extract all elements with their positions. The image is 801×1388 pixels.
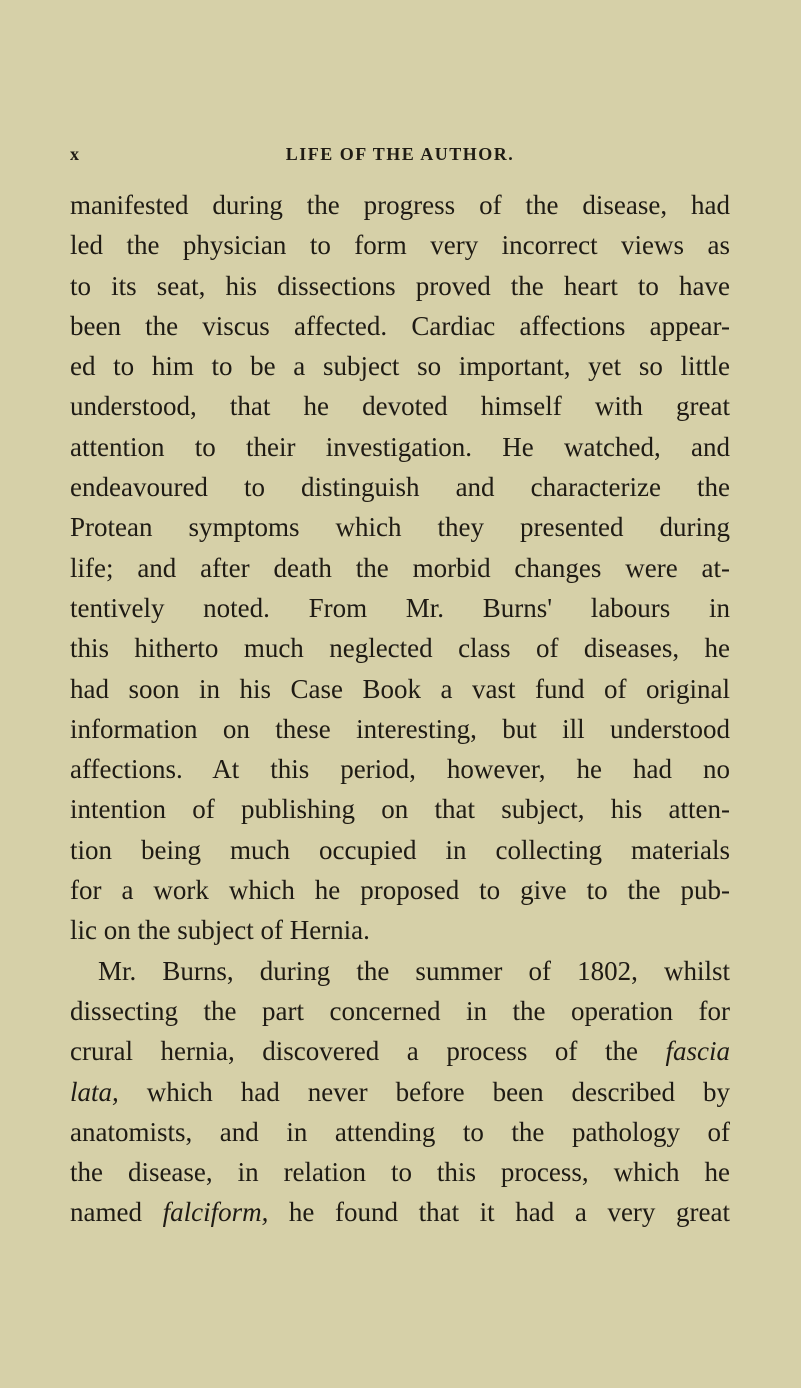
text-segment: crural hernia, discovered a process of the xyxy=(70,1036,638,1067)
text-line: understood, that he devoted himself with great xyxy=(70,391,730,422)
text-line: led the physician to form very incorrect views as xyxy=(70,230,730,261)
text-line: for a work which he proposed to give to the pub- xyxy=(70,875,730,906)
text-line: dissecting the part concerned in the operation for xyxy=(70,995,730,1026)
text-line xyxy=(70,1031,730,1071)
text-line: Protean symptoms which they presented during xyxy=(70,512,730,543)
italic-term: fascia xyxy=(665,1036,730,1067)
text-segment: he found that it had a very great xyxy=(268,1197,730,1228)
page-header xyxy=(70,144,730,168)
text-line: lic on the subject of Hernia. xyxy=(70,915,370,946)
text-segment: which had never before been described by xyxy=(118,1076,730,1107)
text-line: Mr. Burns, during the summer of 1802, whilst xyxy=(98,955,730,986)
text-segment: named xyxy=(70,1197,163,1228)
text-line: had soon in his Case Book a vast fund of original xyxy=(70,673,730,704)
text-line: the disease, in relation to this process, which he xyxy=(70,1157,730,1188)
text-line: intention of publishing on that subject, his atten- xyxy=(70,794,730,825)
text-line: life; and after death the morbid changes were at- xyxy=(70,552,730,583)
text-line: tion being much occupied in collecting materials xyxy=(70,834,730,865)
text-line: this hitherto much neglected class of diseases, he xyxy=(70,633,730,664)
text-line: anatomists, and in attending to the pathology of xyxy=(70,1116,730,1147)
italic-term: falciform, xyxy=(162,1197,269,1228)
text-line: ed to him to be a subject so important, yet so little xyxy=(70,351,730,382)
text-line: to its seat, his dissections proved the heart to have xyxy=(70,270,730,301)
running-head: LIFE OF THE AUTHOR. xyxy=(285,144,515,164)
text-line xyxy=(70,1072,730,1112)
text-line: information on these interesting, but ill understood xyxy=(70,713,730,744)
text-line xyxy=(70,1192,730,1232)
text-line: manifested during the progress of the disease, had xyxy=(70,190,730,220)
italic-term: lata, xyxy=(70,1076,119,1107)
page-number: x xyxy=(70,144,80,164)
text-line: affections. At this period, however, he had no xyxy=(70,754,730,785)
text-line: tentively noted. From Mr. Burns' labours in xyxy=(70,592,730,623)
text-line: endeavoured to distinguish and characterize the xyxy=(70,472,730,503)
text-line: attention to their investigation. He watched, and xyxy=(70,431,730,462)
body-text xyxy=(70,185,730,1233)
text-line: been the viscus affected. Cardiac affections appear- xyxy=(70,310,730,341)
